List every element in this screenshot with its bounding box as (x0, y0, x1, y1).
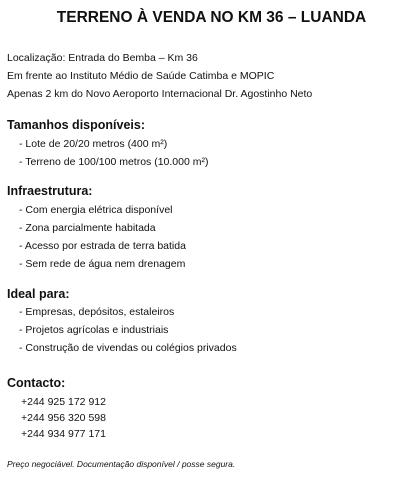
infrastructure-item: - Com energia elétrica disponível (19, 204, 173, 216)
ideal-for-item: - Empresas, depósitos, estaleiros (19, 306, 175, 318)
ideal-for-heading: Ideal para: (7, 287, 70, 301)
location-airport-line: Apenas 2 km do Novo Aeroporto Internacional Dr. Agostinho Neto (7, 88, 313, 100)
infrastructure-item: - Sem rede de água nem drenagem (19, 258, 186, 270)
infrastructure-heading: Infraestrutura: (7, 184, 93, 198)
ideal-for-item: - Construção de vivendas ou colégios privados (19, 342, 237, 354)
size-item: - Lote de 20/20 metros (400 m²) (19, 138, 168, 150)
contact-phone: +244 956 320 598 (21, 412, 106, 424)
contact-phone: +244 934 977 171 (21, 428, 106, 440)
size-item: - Terreno de 100/100 metros (10.000 m²) (19, 156, 209, 168)
footer-note: Preço negociável. Documentação disponível / posse segura. (7, 459, 236, 469)
infrastructure-item: - Acesso por estrada de terra batida (19, 240, 186, 252)
contact-heading: Contacto: (7, 376, 66, 390)
contact-phone: +244 925 172 912 (21, 396, 106, 408)
sizes-heading: Tamanhos disponíveis: (7, 118, 145, 132)
location-landmark-line: Em frente ao Instituto Médio de Saúde Catimba e MOPIC (7, 70, 275, 82)
ideal-for-item: - Projetos agrícolas e industriais (19, 324, 169, 336)
location-line: Localização: Entrada do Bemba – Km 36 (7, 52, 198, 64)
page-title: TERRENO À VENDA NO KM 36 – LUANDA (56, 9, 367, 26)
infrastructure-item: - Zona parcialmente habitada (19, 222, 156, 234)
